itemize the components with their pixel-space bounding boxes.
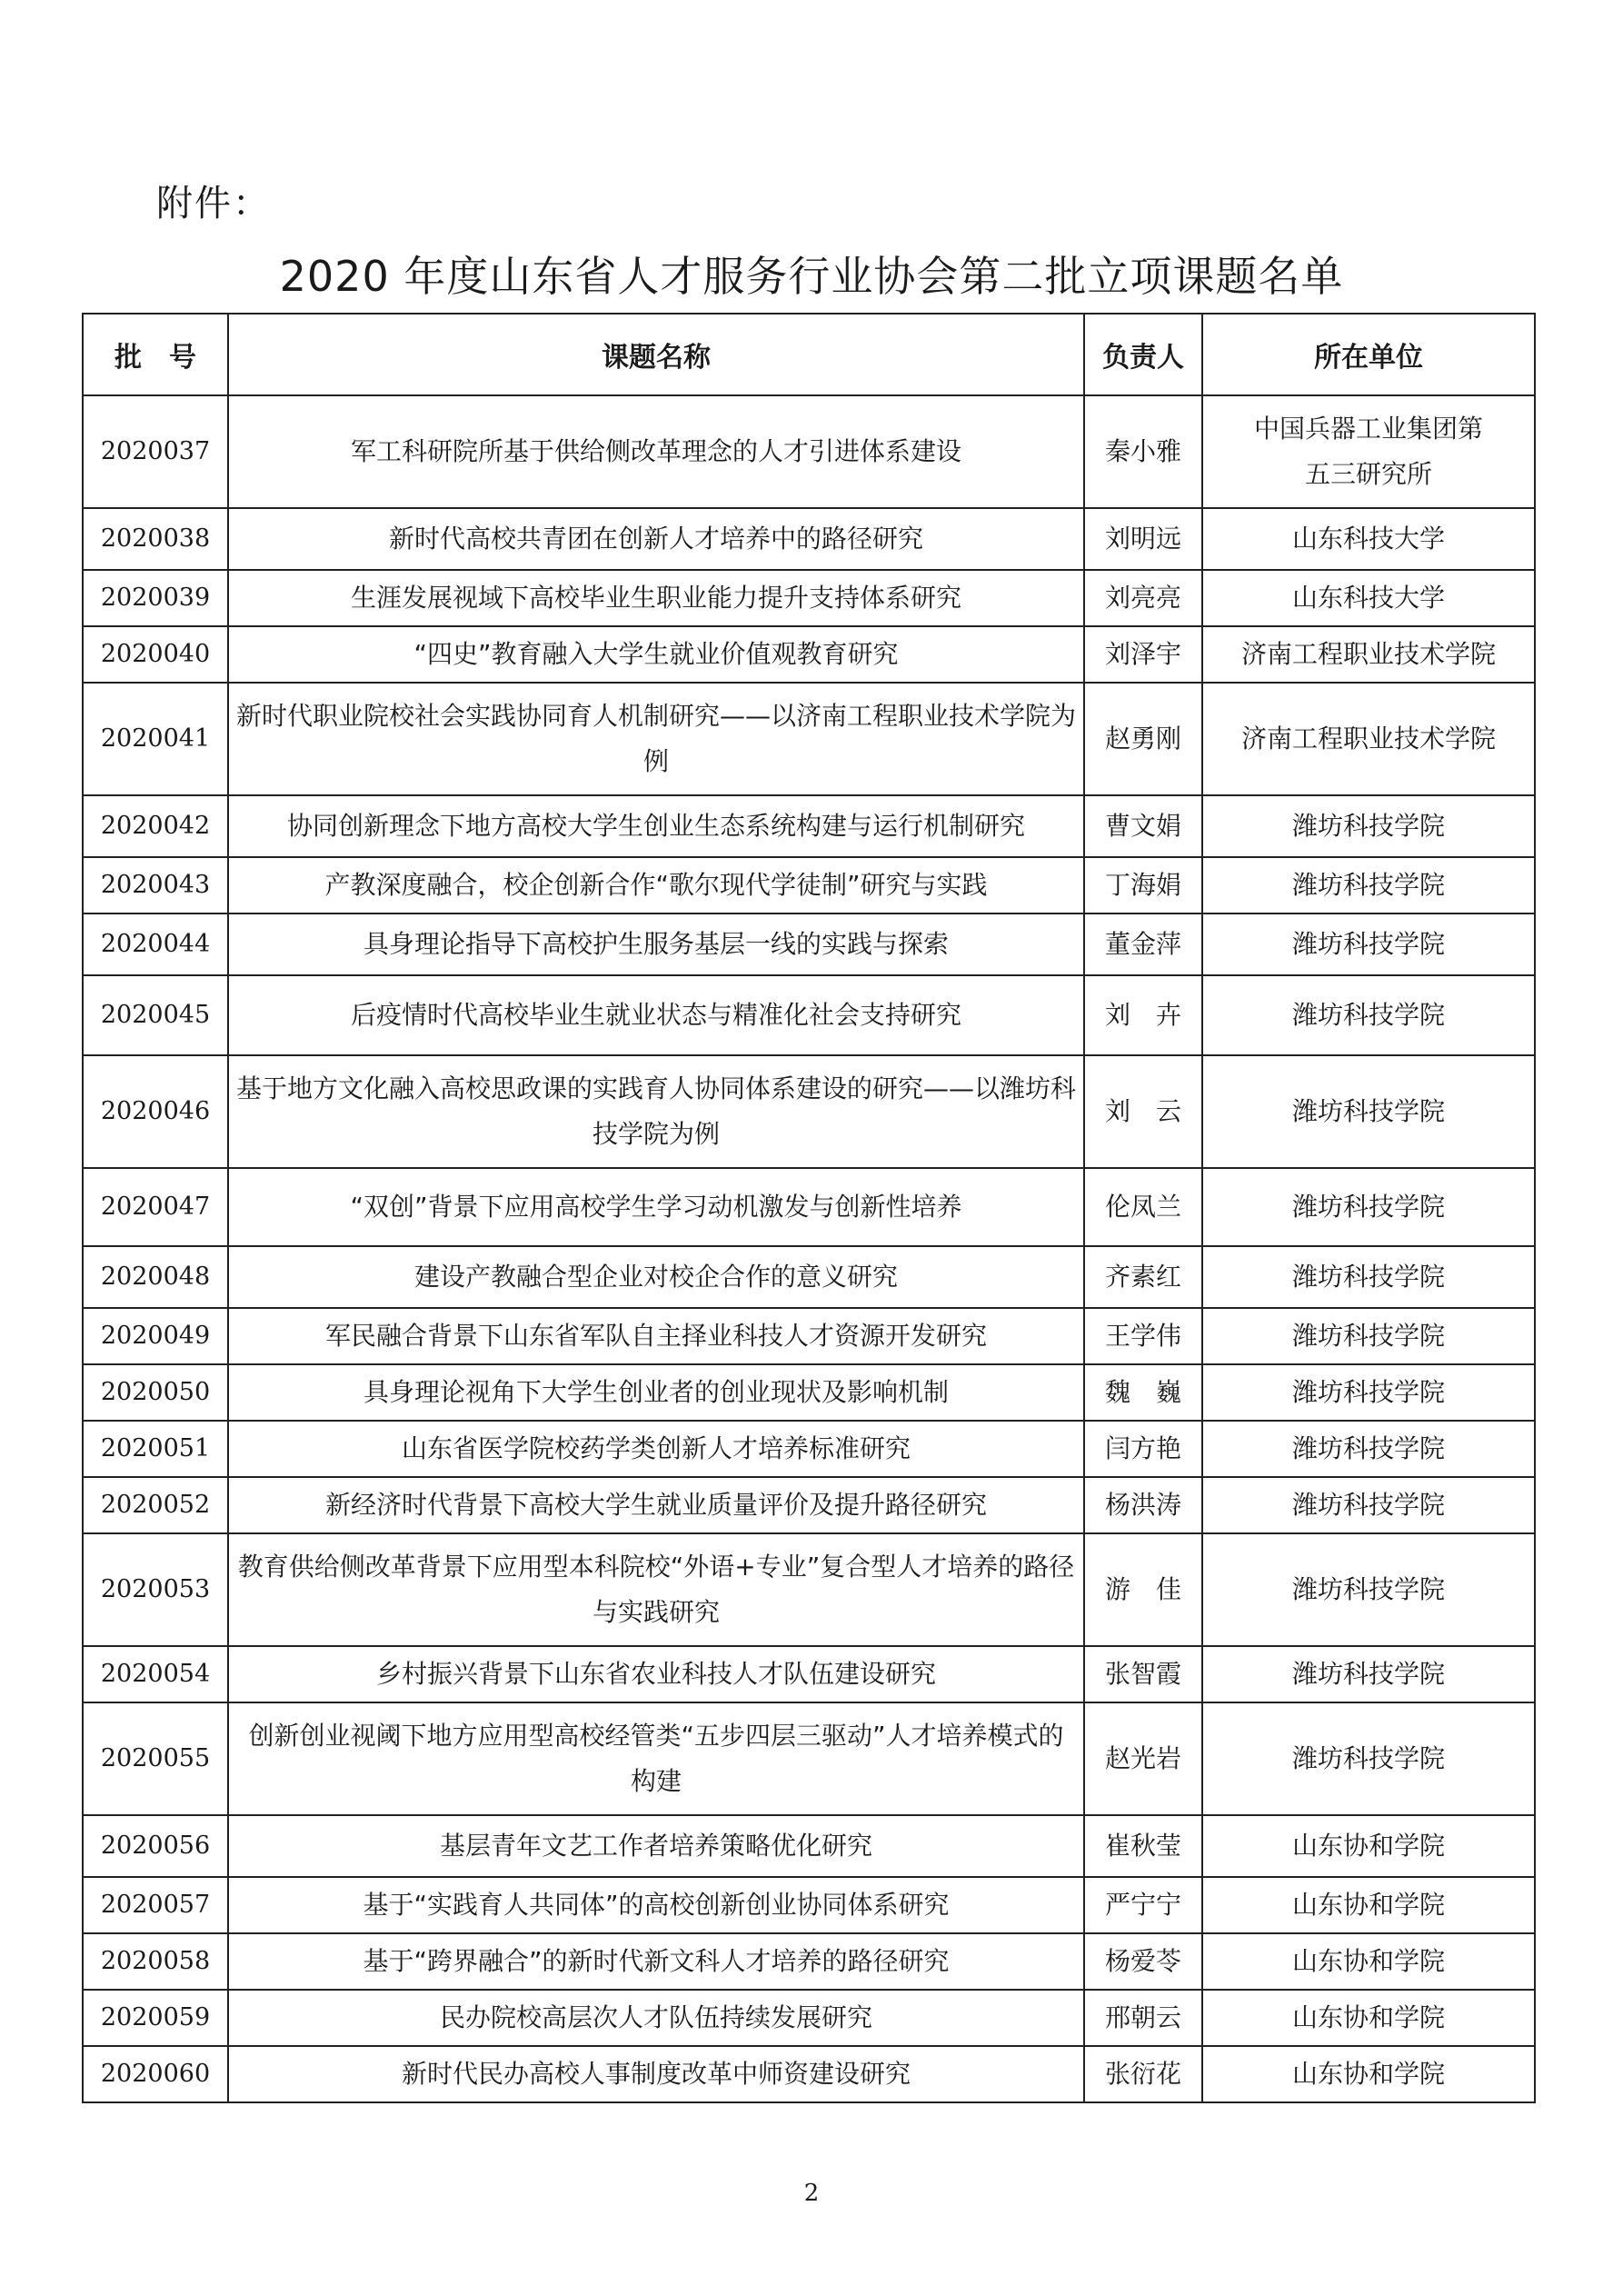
row-leader: 刘 卉 (1084, 975, 1202, 1055)
table-row (83, 1308, 1535, 1364)
row-unit: 潍坊科技学院 (1202, 1646, 1535, 1702)
row-leader: 赵勇刚 (1084, 683, 1202, 795)
row-topic: “四史”教育融入大学生就业价值观教育研究 (228, 626, 1084, 683)
row-code: 2020051 (83, 1421, 228, 1477)
table-row (83, 1477, 1535, 1533)
row-topic: 后疫情时代高校毕业生就业状态与精准化社会支持研究 (228, 975, 1084, 1055)
row-code: 2020043 (83, 857, 228, 913)
row-code: 2020047 (83, 1168, 228, 1246)
table-row (83, 1815, 1535, 1877)
table-row (83, 1877, 1535, 1933)
row-topic: “双创”背景下应用高校学生学习动机激发与创新性培养 (228, 1168, 1084, 1246)
row-leader: 丁海娟 (1084, 857, 1202, 913)
row-topic: 军民融合背景下山东省军队自主择业科技人才资源开发研究 (228, 1308, 1084, 1364)
row-topic: 具身理论指导下高校护生服务基层一线的实践与探索 (228, 913, 1084, 975)
table-row (83, 2046, 1535, 2102)
row-code: 2020055 (83, 1702, 228, 1815)
row-leader: 邢朝云 (1084, 1990, 1202, 2046)
row-unit: 潍坊科技学院 (1202, 913, 1535, 975)
row-topic: 新时代民办高校人事制度改革中师资建设研究 (228, 2046, 1084, 2102)
table-row (83, 1646, 1535, 1702)
row-code: 2020060 (83, 2046, 228, 2102)
row-unit: 潍坊科技学院 (1202, 1364, 1535, 1421)
document-title: 2020 年度山东省人才服务行业协会第二批立项课题名单 (279, 252, 1344, 301)
row-unit: 潍坊科技学院 (1202, 1246, 1535, 1308)
table-row (83, 395, 1535, 508)
row-code: 2020039 (83, 570, 228, 626)
row-topic: 民办院校高层次人才队伍持续发展研究 (228, 1990, 1084, 2046)
row-topic: 山东省医学院校药学类创新人才培养标准研究 (228, 1421, 1084, 1477)
row-leader: 赵光岩 (1084, 1702, 1202, 1815)
table-row (83, 1990, 1535, 2046)
row-leader: 秦小雅 (1084, 395, 1202, 508)
row-unit: 济南工程职业技术学院 (1202, 626, 1535, 683)
row-leader: 崔秋莹 (1084, 1815, 1202, 1877)
row-leader: 游 佳 (1084, 1533, 1202, 1646)
table-row (83, 1702, 1535, 1815)
row-topic: 基于地方文化融入高校思政课的实践育人协同体系建设的研究——以潍坊科技学院为例 (228, 1055, 1084, 1168)
table-header-row (83, 314, 1535, 395)
row-code: 2020038 (83, 508, 228, 570)
row-unit: 山东科技大学 (1202, 570, 1535, 626)
row-code: 2020054 (83, 1646, 228, 1702)
table-row (83, 975, 1535, 1055)
row-code: 2020049 (83, 1308, 228, 1364)
table-row (83, 626, 1535, 683)
row-topic: 乡村振兴背景下山东省农业科技人才队伍建设研究 (228, 1646, 1084, 1702)
row-leader: 张智霞 (1084, 1646, 1202, 1702)
row-topic: 教育供给侧改革背景下应用型本科院校“外语+专业”复合型人才培养的路径与实践研究 (228, 1533, 1084, 1646)
table-row (83, 1364, 1535, 1421)
row-unit: 潍坊科技学院 (1202, 857, 1535, 913)
row-unit: 潍坊科技学院 (1202, 1421, 1535, 1477)
row-unit: 潍坊科技学院 (1202, 1308, 1535, 1364)
header-code: 批 号 (83, 314, 228, 395)
attachment-label: 附件： (156, 183, 271, 225)
row-topic: 产教深度融合，校企创新合作“歌尔现代学徒制”研究与实践 (228, 857, 1084, 913)
row-code: 2020042 (83, 795, 228, 857)
row-unit: 潍坊科技学院 (1202, 795, 1535, 857)
table-row (83, 857, 1535, 913)
row-unit: 潍坊科技学院 (1202, 1702, 1535, 1815)
row-code: 2020045 (83, 975, 228, 1055)
row-code: 2020052 (83, 1477, 228, 1533)
row-code: 2020044 (83, 913, 228, 975)
header-leader: 负责人 (1084, 314, 1202, 395)
row-code: 2020058 (83, 1933, 228, 1990)
row-topic: 具身理论视角下大学生创业者的创业现状及影响机制 (228, 1364, 1084, 1421)
row-code: 2020040 (83, 626, 228, 683)
table-row (83, 1168, 1535, 1246)
row-code: 2020053 (83, 1533, 228, 1646)
row-topic: 军工科研院所基于供给侧改革理念的人才引进体系建设 (228, 395, 1084, 508)
row-leader: 刘亮亮 (1084, 570, 1202, 626)
table-row (83, 683, 1535, 795)
row-code: 2020057 (83, 1877, 228, 1933)
project-table (82, 313, 1536, 2103)
row-topic: 创新创业视阈下地方应用型高校经管类“五步四层三驱动”人才培养模式的构建 (228, 1702, 1084, 1815)
row-unit: 潍坊科技学院 (1202, 975, 1535, 1055)
header-unit: 所在单位 (1202, 314, 1535, 395)
row-leader: 张衍花 (1084, 2046, 1202, 2102)
row-leader: 齐素红 (1084, 1246, 1202, 1308)
row-unit: 山东科技大学 (1202, 508, 1535, 570)
row-code: 2020041 (83, 683, 228, 795)
row-topic: 新时代高校共青团在创新人才培养中的路径研究 (228, 508, 1084, 570)
table-row (83, 1533, 1535, 1646)
header-topic: 课题名称 (228, 314, 1084, 395)
table-row (83, 1421, 1535, 1477)
row-topic: 协同创新理念下地方高校大学生创业生态系统构建与运行机制研究 (228, 795, 1084, 857)
row-unit: 潍坊科技学院 (1202, 1055, 1535, 1168)
row-leader: 刘 云 (1084, 1055, 1202, 1168)
row-topic: 基层青年文艺工作者培养策略优化研究 (228, 1815, 1084, 1877)
row-unit: 山东协和学院 (1202, 1933, 1535, 1990)
row-unit: 山东协和学院 (1202, 1877, 1535, 1933)
row-leader: 刘泽宇 (1084, 626, 1202, 683)
row-code: 2020050 (83, 1364, 228, 1421)
row-code: 2020037 (83, 395, 228, 508)
row-topic: 基于“跨界融合”的新时代新文科人才培养的路径研究 (228, 1933, 1084, 1990)
row-topic: 新经济时代背景下高校大学生就业质量评价及提升路径研究 (228, 1477, 1084, 1533)
row-leader: 闫方艳 (1084, 1421, 1202, 1477)
row-unit: 潍坊科技学院 (1202, 1168, 1535, 1246)
row-leader: 杨洪涛 (1084, 1477, 1202, 1533)
row-leader: 严宁宁 (1084, 1877, 1202, 1933)
row-topic: 建设产教融合型企业对校企合作的意义研究 (228, 1246, 1084, 1308)
row-topic: 新时代职业院校社会实践协同育人机制研究——以济南工程职业技术学院为例 (228, 683, 1084, 795)
row-unit: 济南工程职业技术学院 (1202, 683, 1535, 795)
row-leader: 伦凤兰 (1084, 1168, 1202, 1246)
table-row (83, 1246, 1535, 1308)
table-row (83, 570, 1535, 626)
row-code: 2020048 (83, 1246, 228, 1308)
row-unit: 潍坊科技学院 (1202, 1533, 1535, 1646)
row-unit: 山东协和学院 (1202, 1990, 1535, 2046)
table-row (83, 1055, 1535, 1168)
row-code: 2020056 (83, 1815, 228, 1877)
row-topic: 生涯发展视域下高校毕业生职业能力提升支持体系研究 (228, 570, 1084, 626)
row-unit: 潍坊科技学院 (1202, 1477, 1535, 1533)
table-row (83, 508, 1535, 570)
row-leader: 杨爱苓 (1084, 1933, 1202, 1990)
table-row (83, 913, 1535, 975)
table-row (83, 1933, 1535, 1990)
row-leader: 魏 巍 (1084, 1364, 1202, 1421)
row-code: 2020059 (83, 1990, 228, 2046)
row-leader: 曹文娟 (1084, 795, 1202, 857)
row-code: 2020046 (83, 1055, 228, 1168)
row-unit: 中国兵器工业集团第五三研究所 (1202, 395, 1535, 508)
row-leader: 董金萍 (1084, 913, 1202, 975)
row-unit: 山东协和学院 (1202, 1815, 1535, 1877)
page-number: 2 (803, 2180, 820, 2207)
row-leader: 刘明远 (1084, 508, 1202, 570)
row-leader: 王学伟 (1084, 1308, 1202, 1364)
table-row (83, 795, 1535, 857)
row-topic: 基于“实践育人共同体”的高校创新创业协同体系研究 (228, 1877, 1084, 1933)
row-unit: 山东协和学院 (1202, 2046, 1535, 2102)
